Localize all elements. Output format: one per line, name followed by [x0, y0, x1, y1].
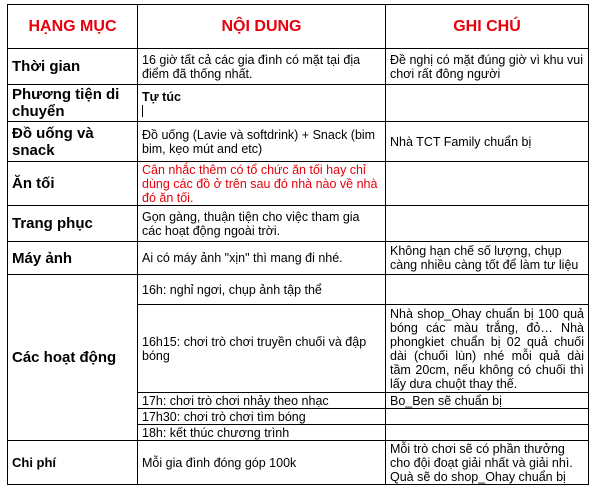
header-row [8, 5, 589, 49]
note-time: Đề nghị có mặt đúng giờ vì khu vui chơi rất đông người [386, 49, 589, 85]
row-time [8, 49, 589, 85]
activity-content: 17h30: chơi trò chơi tìm bóng [138, 409, 386, 425]
header-category: HẠNG MỤC [8, 5, 138, 49]
category-camera: Máy ảnh [8, 242, 138, 275]
category-outfit: Trang phục [8, 206, 138, 242]
row-camera [8, 242, 589, 275]
activity-row [8, 275, 589, 305]
activity-note [386, 425, 589, 441]
activity-note: Bo_Ben sẽ chuẩn bị [386, 393, 589, 409]
activity-note [386, 275, 589, 305]
header-content: NỘI DUNG [138, 5, 386, 49]
content-camera: Ai có máy ảnh "xịn" thì mang đi nhé. [138, 242, 386, 275]
note-outfit [386, 206, 589, 242]
content-drinks: Đồ uống (Lavie và softdrink) + Snack (bim bim, kẹo mút and etc) [138, 122, 386, 162]
content-outfit: Gọn gàng, thuận tiện cho việc tham gia các hoạt động ngoài trời. [138, 206, 386, 242]
plan-table [7, 4, 589, 485]
note-drinks: Nhà TCT Family chuẩn bị [386, 122, 589, 162]
content-time: 16 giờ tất cả các gia đình có mặt tại địa điểm đã thống nhất. [138, 49, 386, 85]
note-cost: Mỗi trò chơi sẽ có phần thưởng cho đội đoạt giải nhất và giải nhì. Quà sẽ do shop_Ohay chuẩn bị [386, 441, 589, 485]
activity-content: 17h: chơi trò chơi nhảy theo nhạc [138, 393, 386, 409]
text-cursor [142, 105, 143, 117]
category-drinks: Đồ uống và snack [8, 122, 138, 162]
header-note: GHI CHÚ [386, 5, 589, 49]
content-cost: Mỗi gia đình đóng góp 100k [138, 441, 386, 485]
activity-note [386, 409, 589, 425]
category-dinner: Ăn tối [8, 162, 138, 206]
activity-note: Nhà shop_Ohay chuẩn bị 100 quả bóng các màu trắng, đỏ… Nhà phongkiet chuẩn bị 02 quả chuối dài (chuối lùn) nhé mỗi quả dài tầm 20cm, nếu không có chuối thì lấy dưa chuột thay thế. [386, 305, 589, 393]
content-transport[interactable] [138, 85, 386, 122]
row-outfit [8, 206, 589, 242]
row-cost [8, 441, 589, 485]
row-dinner [8, 162, 589, 206]
note-dinner [386, 162, 589, 206]
category-transport: Phương tiện di chuyển [8, 85, 138, 122]
category-time: Thời gian [8, 49, 138, 85]
activity-content: 18h: kết thúc chương trình [138, 425, 386, 441]
note-transport [386, 85, 589, 122]
content-dinner: Cân nhắc thêm có tổ chức ăn tối hay chỉ dùng các đồ ở trên sau đó nhà nào về nhà đó ăn tối. [138, 162, 386, 206]
note-camera: Không hạn chế số lượng, chụp càng nhiều càng tốt để làm tư liệu [386, 242, 589, 275]
row-drinks [8, 122, 589, 162]
content-transport-text: Tự túc [142, 89, 181, 104]
category-cost: Chi phí [8, 441, 138, 485]
activity-content: 16h: nghỉ ngơi, chụp ảnh tập thể [138, 275, 386, 305]
activity-content: 16h15: chơi trò chơi truyền chuối và đập bóng [138, 305, 386, 393]
category-activities: Các hoạt động [8, 275, 138, 441]
row-transport [8, 85, 589, 122]
